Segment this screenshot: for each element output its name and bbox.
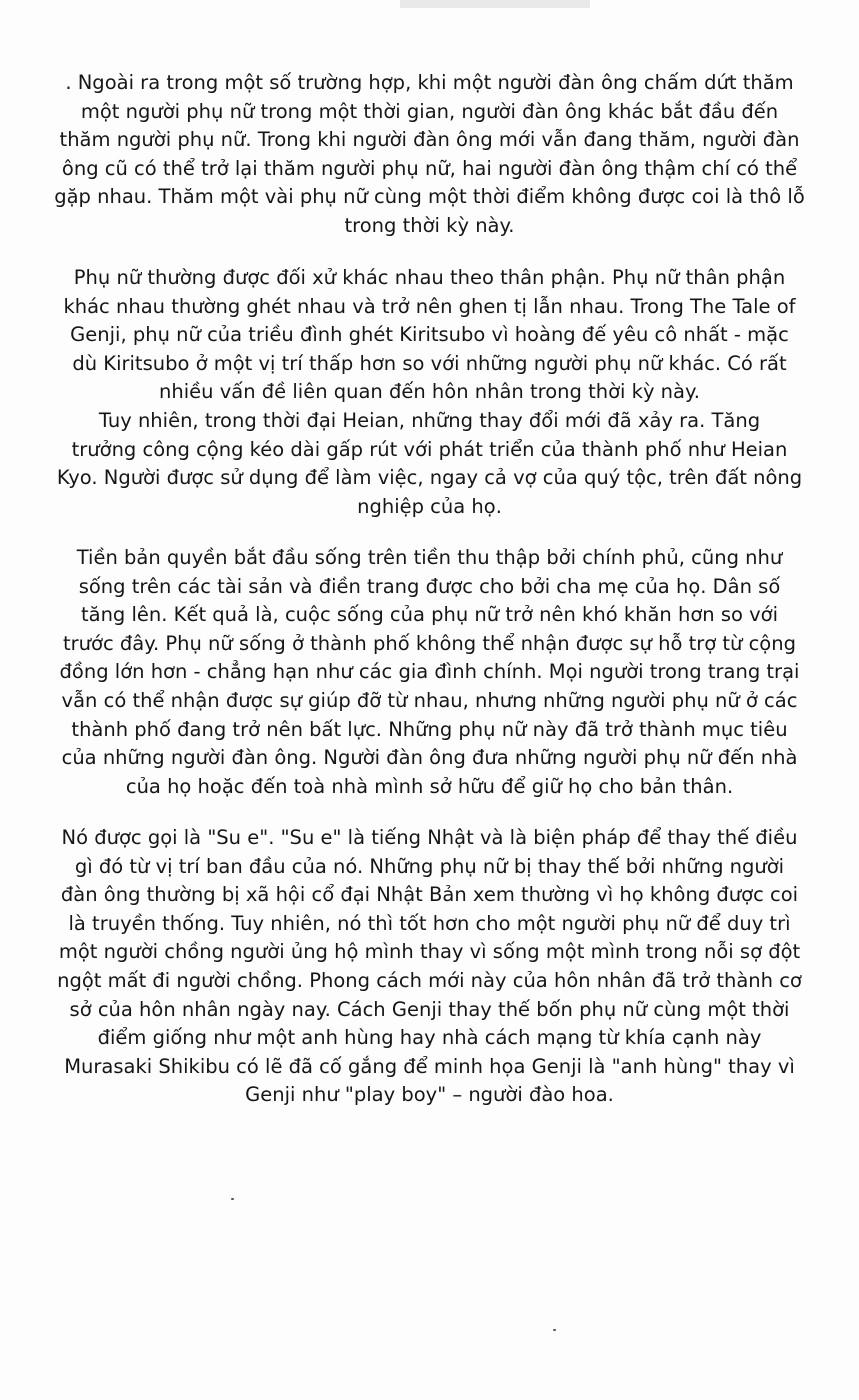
text-line: sống trên các tài sản và điền trang được cho bởi cha mẹ của họ. Dân số xyxy=(78,574,781,598)
text-line: ông cũ có thể trở lại thăm người phụ nữ, hai người đàn ông thậm chí có thể xyxy=(61,156,798,180)
scan-edge-mark xyxy=(400,0,590,8)
text-line: sở của hôn nhân ngày nay. Cách Genji thay thế bốn phụ nữ cùng một thời xyxy=(69,997,790,1021)
text-line: dù Kiritsubo ở một vị trí thấp hơn so với những người phụ nữ khác. Có rất xyxy=(72,351,787,375)
scan-speck xyxy=(553,1329,556,1331)
text-line: một người phụ nữ trong một thời gian, người đàn ông khác bắt đầu đến xyxy=(80,99,779,123)
text-line: ngột mất đi người chồng. Phong cách mới này của hôn nhân đã trở thành cơ xyxy=(57,968,802,992)
text-line: thăm người phụ nữ. Trong khi người đàn ông mới vẫn đang thăm, người đàn xyxy=(59,128,800,152)
text-line: nghiệp của họ. xyxy=(357,494,502,518)
text-line: Tuy nhiên, trong thời đại Heian, những thay đổi mới đã xảy ra. Tăng xyxy=(98,408,761,432)
text-line: gặp nhau. Thăm một vài phụ nữ cùng một thời điểm không được coi là thô lỗ xyxy=(54,185,805,209)
paragraph-1 xyxy=(36,69,823,241)
paragraph-4 xyxy=(36,824,823,1110)
text-line: Phụ nữ thường được đối xử khác nhau theo thân phận. Phụ nữ thân phận xyxy=(73,266,786,289)
text-line: của những người đàn ông. Người đàn ông đưa những người phụ nữ đến nhà xyxy=(61,746,798,770)
text-line: tăng lên. Kết quả là, cuộc sống của phụ nữ trở nên khó khăn hơn so với xyxy=(80,603,779,627)
text-line: đồng lớn hơn - chẳng hạn như các gia đình chính. Mọi người trong trang trại xyxy=(59,660,800,684)
text-line: trước đây. Phụ nữ sống ở thành phố không thể nhận được sự hỗ trợ từ cộng xyxy=(63,631,796,655)
text-line: gì đó từ vị trí ban đầu của nó. Những phụ nữ bị thay thế bởi những người xyxy=(74,854,785,878)
text-line: trong thời kỳ này. xyxy=(344,213,515,237)
text-line: . Ngoài ra trong một số trường hợp, khi một người đàn ông chấm dứt thăm xyxy=(65,71,794,94)
text-line: nhiều vấn đề liên quan đến hôn nhân trong thời kỳ này. xyxy=(159,380,700,404)
text-line: là truyền thống. Tuy nhiên, nó thì tốt hơn cho một người phụ nữ để duy trì xyxy=(68,911,791,935)
text-line: một người chồng người ủng hộ mình thay vì sống một mình trong nỗi sợ đột xyxy=(58,940,801,964)
text-line: của họ hoặc đến toà nhà mình sở hữu để giữ họ cho bản thân. xyxy=(125,774,734,798)
paragraph-2 xyxy=(36,264,823,521)
text-line: Tiền bản quyền bắt đầu sống trên tiền thu thập bởi chính phủ, cũng như xyxy=(76,546,783,569)
text-line: điểm giống như một anh hùng hay nhà cách mạng từ khía cạnh này xyxy=(97,1026,762,1050)
scan-speck xyxy=(231,1198,234,1200)
text-line: Murasaki Shikibu có lẽ đã cố gắng để minh họa Genji là "anh hùng" thay vì xyxy=(64,1054,795,1078)
text-line: vẫn có thể nhận được sự giúp đỡ từ nhau, nhưng những người phụ nữ ở các xyxy=(61,688,798,712)
paragraph-3 xyxy=(36,544,823,801)
text-line: Nó được gọi là "Su e". "Su e" là tiếng Nhật và là biện pháp để thay thế điều xyxy=(61,826,798,849)
text-line: đàn ông thường bị xã hội cổ đại Nhật Bản xem thường vì họ không được coi xyxy=(60,883,799,907)
text-line: trưởng công cộng kéo dài gấp rút với phát triển của thành phố như Heian xyxy=(71,437,788,461)
text-line: Kyo. Người được sử dụng để làm việc, ngay cả vợ của quý tộc, trên đất nông xyxy=(56,466,803,490)
text-line: Genji như "play boy" – người đào hoa. xyxy=(245,1083,614,1107)
text-line: thành phố đang trở nên bất lực. Những phụ nữ này đã trở thành mục tiêu xyxy=(71,717,788,741)
text-line: khác nhau thường ghét nhau và trở nên ghen tị lẫn nhau. Trong The Tale of xyxy=(63,294,796,318)
text-line: Genji, phụ nữ của triều đình ghét Kiritsubo vì hoàng đế yêu cô nhất - mặc xyxy=(70,323,789,347)
